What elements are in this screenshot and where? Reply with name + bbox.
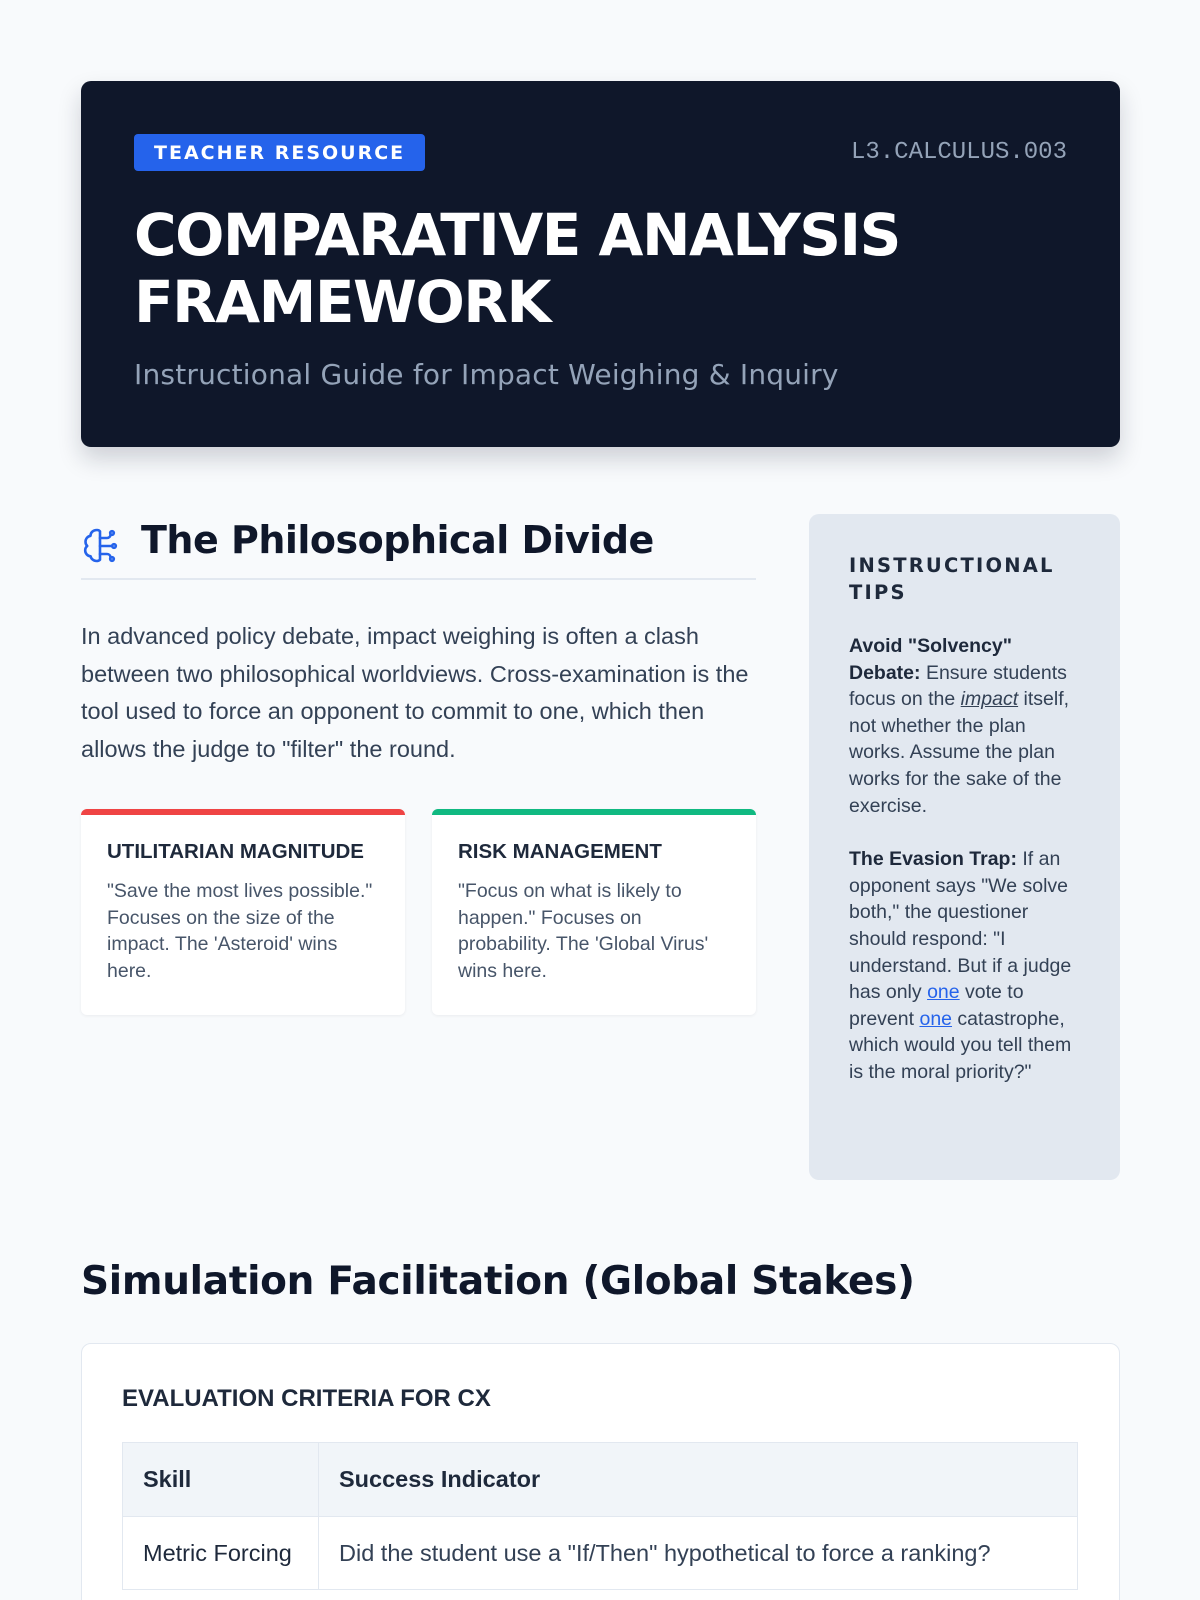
divide-heading-row	[81, 514, 756, 580]
skill-cell: Metric Forcing	[123, 1517, 319, 1590]
title-line-1: COMPARATIVE ANALYSIS	[134, 201, 900, 269]
tip-text: itself, not whether the plan works. Assume the plan works for the sake of the exercise.	[849, 688, 1070, 817]
main-content	[81, 514, 1120, 1178]
tip-link[interactable]: one	[927, 981, 960, 1004]
instructional-tips	[809, 514, 1120, 1180]
column-header: Skill	[123, 1443, 319, 1517]
tip-text: If an opponent says "We solve both," the questioner should respond: "I understand. But if a judge has only	[849, 848, 1072, 1004]
tip-text: catastrophe, which would you tell them is the moral priority?"	[849, 1007, 1072, 1083]
card-text: "Save the most lives possible." Focuses on the size of the impact. The 'Asteroid' wins here.	[107, 880, 373, 982]
card-title: UTILITARIAN MAGNITUDE	[107, 840, 364, 863]
panel-title: EVALUATION CRITERIA FOR CX	[122, 1385, 491, 1412]
card-risk	[432, 809, 756, 1015]
lesson-code: L3.CALCULUS.003	[850, 139, 1067, 166]
table-row	[123, 1517, 1078, 1590]
column-header: Success Indicator	[319, 1443, 1078, 1517]
tip-text: Ensure students focus on the	[849, 661, 1067, 711]
tip-link[interactable]: one	[919, 1007, 953, 1030]
card-title: RISK MANAGEMENT	[458, 840, 662, 863]
tip-solvency	[849, 633, 1082, 819]
brain-icon	[81, 525, 121, 565]
resource-badge: TEACHER RESOURCE	[134, 134, 425, 171]
page	[81, 81, 1120, 1600]
simulation-heading: Simulation Facilitation (Global Stakes)	[81, 1259, 915, 1304]
card-utilitarian	[81, 809, 405, 1015]
page-subtitle: Instructional Guide for Impact Weighing & Inquiry	[134, 358, 839, 391]
tip-label: Avoid "Solvency" Debate:	[849, 635, 1012, 684]
tip-label: The Evasion Trap:	[849, 848, 1017, 871]
divide-heading: The Philosophical Divide	[141, 518, 654, 562]
hero-header	[81, 81, 1120, 447]
table-header-row	[123, 1443, 1078, 1517]
title-line-2: FRAMEWORK	[134, 268, 550, 336]
tips-heading: INSTRUCTIONAL TIPS	[849, 554, 1055, 604]
page-title	[134, 202, 1067, 336]
tip-text: vote to prevent	[849, 981, 1024, 1030]
divide-section	[81, 514, 756, 1015]
divide-intro: In advanced policy debate, impact weighing is often a clash between two philosophical worldviews. Cross-examination is the tool used to force an opponent to commit to one, which then allows the judge to "filter" the round.	[81, 623, 749, 762]
tip-emphasis: impact	[960, 688, 1019, 711]
worldview-cards	[81, 809, 756, 1015]
card-text: "Focus on what is likely to happen." Focuses on probability. The 'Global Virus' wins here.	[458, 880, 709, 982]
criteria-table	[122, 1442, 1078, 1590]
tip-evasion	[849, 846, 1082, 1085]
evaluation-panel	[81, 1343, 1120, 1600]
indicator-cell: Did the student use a "If/Then" hypothetical to force a ranking?	[319, 1517, 1078, 1590]
